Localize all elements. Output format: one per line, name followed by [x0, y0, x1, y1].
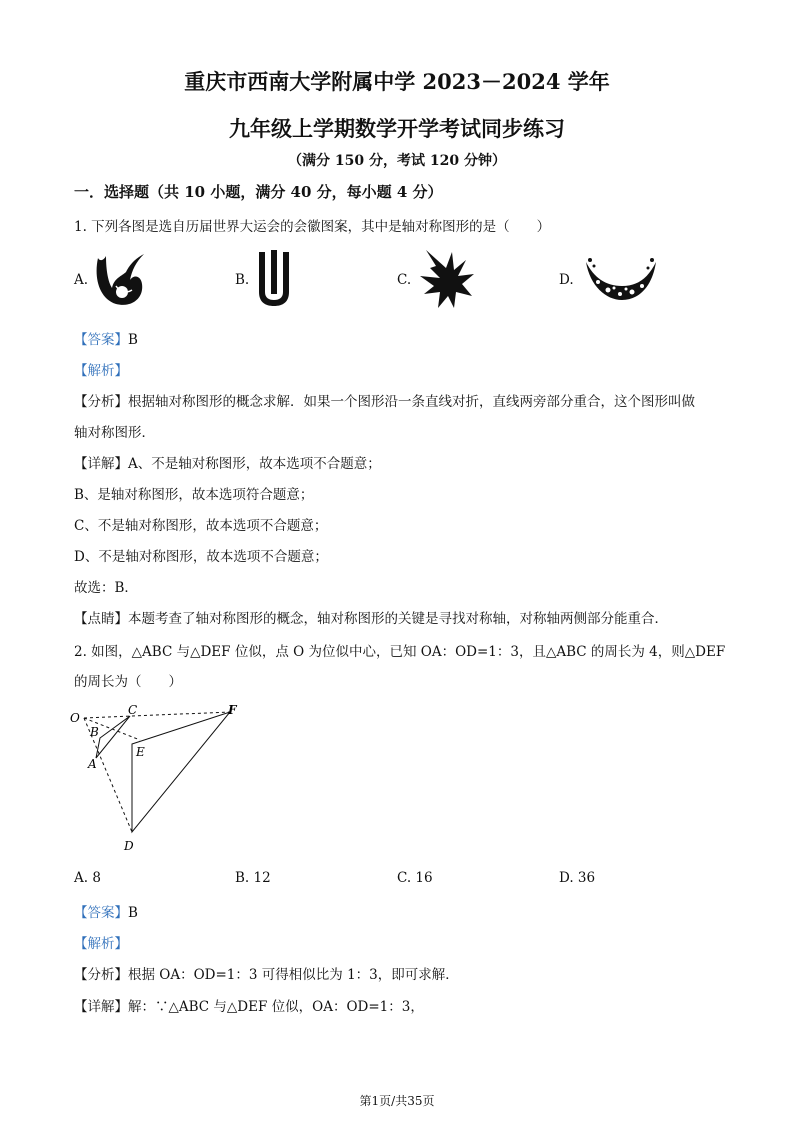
q1-dianjing-line [74, 607, 668, 627]
q2-analysis-tag: 【解析】 [74, 936, 128, 952]
document-title-line2: 九年级上学期数学开学考试同步练习 [229, 116, 565, 141]
q2-xiangjie-text: 解：∵△ABC 与△DEF 位似，OA：OD=1：3， [128, 999, 424, 1015]
q2-answer-value: B [128, 905, 138, 921]
q1-option-a-label: A. [74, 272, 89, 288]
q2-homothety-figure [64, 700, 254, 860]
q2-xiangjie-tag: 【详解】 [74, 999, 128, 1015]
q2-answer-tag: 【答案】 [74, 905, 128, 921]
emblem-b-image [253, 248, 295, 310]
q1-option-d-label: D. [559, 272, 574, 288]
q2-option-a: A. 8 [74, 870, 101, 886]
q1-fenxi-tag: 【分析】 [74, 394, 128, 410]
q1-answer-tag: 【答案】 [74, 332, 128, 348]
label-f: F [228, 703, 237, 717]
emblem-d-image [582, 256, 660, 306]
label-c: C [128, 703, 138, 717]
q2-answer [74, 901, 138, 921]
label-e: E [136, 745, 145, 759]
q1-fenxi-text1: 根据轴对称图形的概念求解．如果一个图形沿一条直线对折，直线两旁部分重合，这个图形叫做 [128, 394, 695, 410]
q2-xiangjie-line [74, 995, 424, 1015]
q2-option-b: B. 12 [235, 870, 271, 886]
q2-fenxi-text: 根据 OA：OD=1：3 可得相似比为 1：3，即可求解． [128, 967, 459, 983]
label-o: O [70, 711, 80, 725]
q2-fenxi-tag: 【分析】 [74, 967, 128, 983]
ray-o-f [84, 712, 230, 718]
label-d: D [124, 839, 134, 853]
label-b: B [90, 725, 99, 739]
q1-fenxi-line1 [74, 390, 695, 410]
q1-option-b-label: B. [235, 272, 250, 288]
section-heading: 一．选择题（共 10 小题，满分 40 分，每小题 4 分） [74, 183, 443, 201]
q1-xiangjie-tag: 【详解】 [74, 456, 128, 472]
q1-xiangjie-a: A、不是轴对称图形，故本选项不合题意； [128, 456, 381, 472]
q1-conclusion: 故选：B． [74, 580, 138, 596]
document-subtitle: （满分 150 分，考试 120 分钟） [288, 153, 506, 169]
emblem-a-image [92, 248, 150, 310]
q1-fenxi-line2: 轴对称图形． [74, 425, 155, 441]
q1-xiangjie-c: C、不是轴对称图形，故本选项不合题意； [74, 518, 328, 534]
q1-answer-value: B [128, 332, 138, 348]
label-a: A [88, 757, 97, 771]
q2-option-d: D. 36 [559, 870, 596, 886]
emblem-c-image [418, 246, 476, 312]
q1-analysis-tag: 【解析】 [74, 363, 128, 379]
q2-stem-line1: 2. 如图，△ABC 与△DEF 位似，点 O 为位似中心，已知 OA：OD=1：3，且△ABC 的周长为 4，则△DEF [74, 644, 726, 660]
q1-xiangjie-b: B、是轴对称图形，故本选项符合题意； [74, 487, 314, 503]
q1-stem: 1. 下列各图是选自历届世界大运会的会徽图案，其中是轴对称图形的是（ ） [74, 219, 551, 235]
q1-dianjing-text: 本题考查了轴对称图形的概念，轴对称图形的关键是寻找对称轴，对称轴两侧部分能重合． [128, 611, 668, 627]
triangle-def [132, 712, 230, 832]
q1-option-c-label: C. [397, 272, 412, 288]
q1-xiangjie-d: D、不是轴对称图形，故本选项不合题意； [74, 549, 328, 565]
q2-option-c: C. 16 [397, 870, 433, 886]
q2-fenxi-line [74, 963, 459, 983]
page-footer: 第1页/共35页 [359, 1094, 435, 1108]
q1-xiangjie-line-a [74, 452, 381, 472]
triangle-abc [96, 716, 130, 758]
q2-stem-line2: 的周长为（ ） [74, 674, 182, 690]
q1-answer [74, 328, 138, 348]
q1-dianjing-tag: 【点睛】 [74, 611, 128, 627]
document-title-line1: 重庆市西南大学附属中学 2023－2024 学年 [184, 69, 610, 94]
